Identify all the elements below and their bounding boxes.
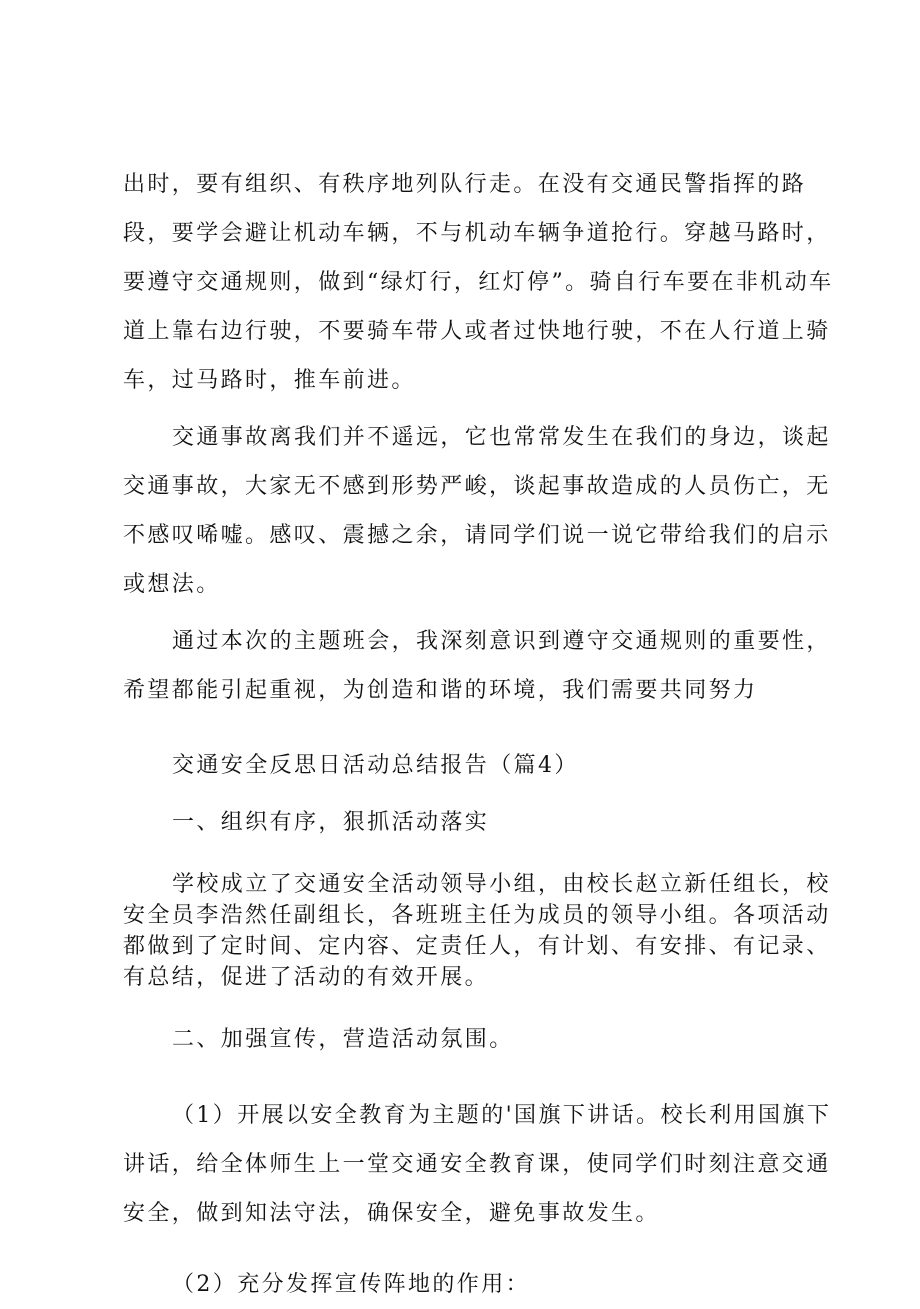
heading-publicity: 二、加强宣传，营造活动氛围。	[172, 1027, 514, 1052]
paragraph-flag-speech: （1）开展以安全教育为主题的'国旗下讲话。校长利用国旗下讲话，给全体师生上一堂交通安全教育课，使同学们时刻注意交通安全，做到知法守法，确保安全，避免事故发生。	[123, 1103, 832, 1226]
document-body	[123, 160, 838, 1309]
paragraph-class-meeting-conclusion: 通过本次的主题班会，我深刻意识到遵守交通规则的重要性，希望都能引起重视，为创造和谐的环境，我们需要共同努力	[123, 629, 831, 703]
heading-organization: 一、组织有序，狠抓活动落实	[172, 810, 490, 835]
section-title: 交通安全反思日活动总结报告（篇4）	[172, 753, 579, 778]
paragraph-accident-discussion: 交通事故离我们并不遥远，它也常常发生在我们的身边，谈起交通事故，大家无不感到形势严峻，谈起事故造成的人员伤亡，无不感叹唏嘘。感叹、震撼之余，请同学们说一说它带给我们的启示或想法。	[123, 425, 831, 597]
paragraph-traffic-rules: 出时，要有组织、有秩序地列队行走。在没有交通民警指挥的路段，要学会避让机动车辆，不与机动车辆争道抢行。穿越马路时，要遵守交通规则，做到“绿灯行，红灯停”。骑自行车要在非机动车道上靠右边行驶，不要骑车带人或者过快地行驶，不在人行道上骑车，过马路时，推车前进。	[123, 172, 834, 393]
paragraph-leadership-group: 学校成立了交通安全活动领导小组，由校长赵立新任组长，校安全员李浩然任副组长，各班班主任为成员的领导小组。各项活动都做到了定时间、定内容、定责任人，有计划、有安排、有记录、有总结，促进了活动的有效开展。	[123, 872, 831, 990]
paragraph-publicity-position: （2）充分发挥宣传阵地的作用：	[172, 1272, 530, 1297]
